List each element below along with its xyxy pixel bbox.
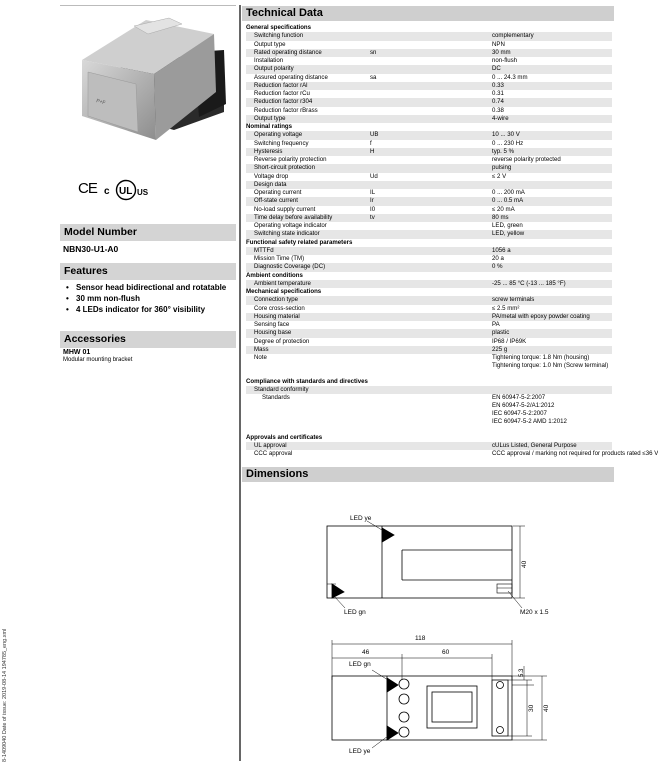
spec-gap: [246, 370, 612, 378]
spec-value: CCC approval / marking not required for products rated ≤36 V: [492, 450, 658, 458]
dim-40-lower: 40: [543, 704, 550, 712]
spec-label: Reduction factor r304: [246, 98, 368, 106]
spec-value: NPN: [492, 40, 505, 48]
features-list: [65, 283, 235, 316]
spec-label: Short-circuit protection: [246, 164, 368, 172]
spec-symbol: [368, 82, 490, 90]
spec-group-label: Functional safety related parameters: [246, 238, 353, 246]
spec-symbol: f: [370, 139, 372, 147]
spec-row: [246, 346, 612, 354]
spec-label: Connection type: [246, 296, 368, 304]
spec-symbol: [368, 230, 490, 238]
spec-symbol: [368, 305, 490, 313]
spec-symbol: [368, 280, 490, 288]
left-column: [0, 0, 238, 761]
spec-group-heading: [246, 123, 612, 131]
spec-label: Sensing face: [254, 321, 290, 328]
accessory-description: Modular mounting bracket: [63, 357, 133, 363]
spec-label: Off-state current: [246, 197, 368, 205]
spec-value: 0 ... 0.5 mA: [490, 197, 612, 205]
spec-label: Mission Time (TM): [254, 255, 305, 262]
spec-value: 0.74: [490, 98, 612, 106]
spec-symbol: sn: [368, 49, 490, 57]
spec-symbol: [368, 164, 490, 172]
spec-value: PA/metal with epoxy powder coating: [490, 313, 612, 321]
spec-row: [246, 65, 612, 73]
spec-symbol: [368, 296, 490, 304]
spec-row: [246, 189, 612, 197]
spec-label: Output type: [246, 115, 368, 123]
spec-symbol: [368, 263, 490, 271]
spec-symbol: [368, 65, 490, 73]
spec-value: ≤ 2 V: [492, 172, 507, 180]
spec-row: [246, 321, 612, 329]
spec-label: Operating voltage: [246, 131, 368, 139]
spec-symbol: [368, 156, 490, 164]
spec-value-line: IEC 60947-5-2 AMD 1:2012: [492, 417, 567, 425]
dimensions-title: Dimensions: [242, 467, 614, 482]
spec-value: LED, yellow: [490, 230, 612, 238]
spec-value: ≤ 20 mA: [492, 205, 515, 213]
spec-value: cULus Listed, General Purpose: [490, 442, 612, 450]
dim-60: 60: [442, 649, 450, 656]
spec-row: [246, 450, 612, 458]
led-gn-label-bottom: LED gn: [349, 661, 371, 668]
spec-row: [246, 338, 612, 346]
spec-symbol: [368, 354, 490, 370]
spec-value: non-flush: [492, 57, 518, 64]
top-view-body: [332, 676, 512, 740]
spec-row: [246, 214, 612, 222]
spec-value-line: IEC 60947-5-2:2007: [492, 409, 547, 417]
spec-group-label: General specifications: [246, 24, 312, 31]
document-footer-note: 8-1409040 Date of issue: 2019-08-14 194785_eng.xml: [2, 628, 8, 762]
spec-group-label: Nominal ratings: [246, 123, 293, 130]
spec-value: pulsing: [490, 164, 612, 172]
spec-label: Mass: [246, 346, 368, 354]
svg-text:P+F: P+F: [95, 98, 107, 107]
spec-row: [246, 140, 612, 148]
spec-value: 0.38: [492, 106, 504, 114]
spec-value: ≤ 2.5 mm²: [492, 304, 520, 312]
column-separator: [239, 5, 241, 761]
spec-row: [246, 98, 612, 106]
spec-row: [246, 181, 612, 189]
spec-value: screw terminals: [490, 296, 612, 304]
spec-row: [246, 280, 612, 288]
spec-value: [490, 354, 612, 370]
spec-value: 4-wire: [490, 115, 612, 123]
spec-row: [246, 296, 612, 304]
spec-row: [246, 148, 612, 156]
spec-label: Hysteresis: [246, 148, 368, 156]
spec-symbol: [368, 450, 490, 458]
spec-symbol: [368, 90, 490, 98]
spec-value: PA: [492, 321, 500, 328]
spec-label: Assured operating distance: [254, 73, 328, 81]
top-rule: [60, 5, 236, 6]
spec-value: 20 a: [492, 255, 504, 262]
model-number: NBN30-U1-A0: [63, 244, 119, 254]
spec-label: Degree of protection: [254, 337, 310, 345]
dim-30: 30: [528, 704, 535, 712]
thread-label: M20 x 1.5: [520, 609, 549, 616]
spec-row: [246, 57, 612, 65]
spec-row: [246, 206, 612, 214]
spec-group-heading: [246, 24, 612, 32]
spec-table: [246, 24, 658, 459]
spec-row: [246, 90, 612, 98]
spec-row: [246, 115, 612, 123]
dim-5-3: 5.3: [519, 668, 525, 677]
cul-us-logo: [104, 178, 164, 202]
spec-value: complementary: [490, 32, 612, 40]
spec-label: Operating voltage indicator: [254, 222, 327, 229]
spec-symbol: sa: [370, 73, 377, 81]
spec-row: [246, 156, 612, 164]
dimension-drawing: [242, 480, 614, 761]
spec-label: Housing material: [246, 313, 368, 321]
svg-text:c: c: [104, 186, 110, 197]
spec-gap: [246, 426, 612, 434]
spec-symbol: [368, 247, 490, 255]
technical-data-title: Technical Data: [242, 6, 614, 21]
spec-label: Design data: [246, 181, 368, 189]
spec-group-heading: [246, 378, 612, 386]
spec-value: 0 ... 24.3 mm: [492, 73, 528, 81]
spec-group-label: Compliance with standards and directives: [246, 377, 368, 385]
spec-row: [246, 41, 612, 49]
spec-symbol: [368, 115, 490, 123]
ce-mark: CE: [78, 180, 97, 197]
spec-row: [246, 197, 612, 205]
dim-40-upper: 40: [521, 560, 528, 568]
spec-row: [246, 263, 612, 271]
spec-symbol: [368, 386, 490, 394]
spec-symbol: [368, 329, 490, 337]
spec-row: [246, 247, 612, 255]
spec-symbol: I0: [370, 205, 376, 213]
spec-value: 0 %: [490, 263, 612, 271]
spec-symbol: Ir: [368, 197, 490, 205]
spec-value: 1056 a: [490, 247, 612, 255]
dim-118: 118: [415, 635, 426, 642]
spec-symbol: [368, 346, 490, 354]
spec-symbol: tv: [368, 214, 490, 222]
spec-value-line: Tightening torque: 1.0 Nm (Screw terminal): [492, 361, 609, 369]
spec-symbol: [368, 313, 490, 321]
spec-row: [246, 131, 612, 139]
spec-symbol: [368, 394, 490, 425]
spec-symbol: [368, 255, 490, 263]
spec-label: Rated operating distance: [246, 49, 368, 57]
spec-group-heading: [246, 434, 612, 442]
dim-46: 46: [362, 649, 370, 656]
spec-row: [246, 386, 612, 394]
spec-row: [246, 173, 612, 181]
spec-label: Ambient temperature: [246, 280, 368, 288]
spec-symbol: [368, 57, 490, 65]
spec-row: [246, 49, 612, 57]
spec-row: [246, 222, 612, 230]
spec-symbol: [368, 32, 490, 40]
spec-value: 0 ... 230 Hz: [492, 139, 524, 147]
spec-row: [246, 313, 612, 321]
spec-value-line: Tightening torque: 1.8 Nm (housing): [492, 354, 590, 361]
spec-symbol: [368, 98, 490, 106]
spec-row: [246, 32, 612, 40]
spec-label: Reduction factor rAl: [246, 82, 368, 90]
product-image: [74, 12, 234, 142]
side-view-body: [327, 526, 512, 598]
spec-value: IP68 / IP69K: [492, 337, 527, 345]
spec-row: [246, 305, 612, 313]
accessories-heading: Accessories: [60, 331, 236, 348]
accessory-name: MHW 01: [63, 349, 91, 356]
spec-label: Time delay before availability: [246, 214, 368, 222]
spec-value: 0 ... 200 mA: [492, 189, 525, 196]
led-ye-label-top: LED ye: [350, 515, 372, 522]
spec-label: Reverse polarity protection: [254, 156, 327, 163]
spec-value: -25 ... 85 °C (-13 ... 185 °F): [490, 280, 612, 288]
spec-row: [246, 82, 612, 90]
spec-group-heading: [246, 272, 612, 280]
spec-value: reverse polarity protected: [492, 156, 561, 163]
right-column: [242, 0, 658, 761]
spec-label: Standards: [262, 394, 290, 402]
spec-row: [246, 329, 612, 337]
spec-label: CCC approval: [254, 450, 293, 458]
spec-label: No-load supply current: [254, 205, 316, 213]
feature-item: • 30 mm non-flush: [65, 294, 235, 304]
spec-group-label: Mechanical specifications: [246, 288, 322, 295]
spec-label: Note: [254, 354, 267, 361]
spec-label: MTTFd: [246, 247, 368, 255]
svg-text:US: US: [137, 188, 149, 197]
spec-symbol: [368, 41, 490, 49]
spec-row: [246, 354, 612, 370]
spec-label: Core cross-section: [254, 304, 305, 312]
spec-row: [246, 107, 612, 115]
spec-value-line: EN 60947-5-2:2007: [492, 394, 546, 402]
spec-value: typ. 5 %: [490, 148, 612, 156]
spec-value: [490, 386, 612, 394]
spec-symbol: [368, 107, 490, 115]
spec-row: [246, 164, 612, 172]
svg-text:UL: UL: [119, 186, 133, 197]
spec-label: Switching frequency: [254, 139, 309, 147]
spec-symbol: IL: [370, 189, 376, 196]
spec-value: LED, green: [492, 222, 523, 229]
spec-group-heading: [246, 288, 612, 296]
spec-value: 10 ... 30 V: [490, 131, 612, 139]
led-ye-label-bottom: LED ye: [349, 748, 371, 755]
spec-group-heading: [246, 239, 612, 247]
spec-label: Output polarity: [246, 65, 368, 73]
spec-value-line: EN 60947-5-2/A1:2012: [492, 402, 555, 410]
spec-value: [490, 394, 612, 425]
spec-row: [246, 394, 612, 425]
spec-value: 30 mm: [490, 49, 612, 57]
spec-label: Output type: [254, 40, 286, 48]
spec-label: Housing base: [246, 329, 368, 337]
spec-label: Switching state indicator: [246, 230, 368, 238]
spec-group-label: Ambient conditions: [246, 271, 303, 279]
spec-label: Switching function: [246, 32, 368, 40]
spec-value: 0.31: [492, 90, 504, 97]
spec-symbol: [368, 321, 490, 329]
spec-label: UL approval: [246, 442, 368, 450]
spec-value: 225 g: [490, 346, 612, 354]
spec-symbol: H: [368, 148, 490, 156]
spec-symbol: [368, 338, 490, 346]
spec-value: 80 ms: [490, 214, 612, 222]
spec-label: Operating current: [254, 189, 302, 196]
spec-symbol: UB: [368, 131, 490, 139]
spec-label: Voltage drop: [254, 172, 289, 180]
spec-row: [246, 230, 612, 238]
spec-label: Installation: [254, 57, 284, 64]
spec-value: DC: [490, 65, 612, 73]
spec-label: Standard conformity: [246, 386, 368, 394]
spec-row: [246, 442, 612, 450]
led-gn-label-top: LED gn: [344, 609, 366, 616]
spec-symbol: [368, 181, 490, 189]
features-heading: Features: [60, 263, 236, 280]
model-number-heading: Model Number: [60, 224, 236, 241]
spec-symbol: [368, 222, 490, 230]
spec-row: [246, 74, 612, 82]
spec-label: Reduction factor rBrass: [254, 106, 318, 114]
feature-item: • Sensor head bidirectional and rotatable: [65, 283, 235, 293]
spec-value: plastic: [490, 329, 612, 337]
spec-group-label: Approvals and certificates: [246, 433, 323, 441]
spec-value: 0.33: [490, 82, 612, 90]
feature-item: • 4 LEDs indicator for 360° visibility: [65, 305, 235, 315]
spec-symbol: Ud: [370, 172, 378, 180]
spec-row: [246, 255, 612, 263]
spec-label: Diagnostic Coverage (DC): [246, 263, 368, 271]
spec-label: Reduction factor rCu: [254, 90, 310, 97]
spec-value: [490, 181, 612, 189]
spec-symbol: [368, 442, 490, 450]
